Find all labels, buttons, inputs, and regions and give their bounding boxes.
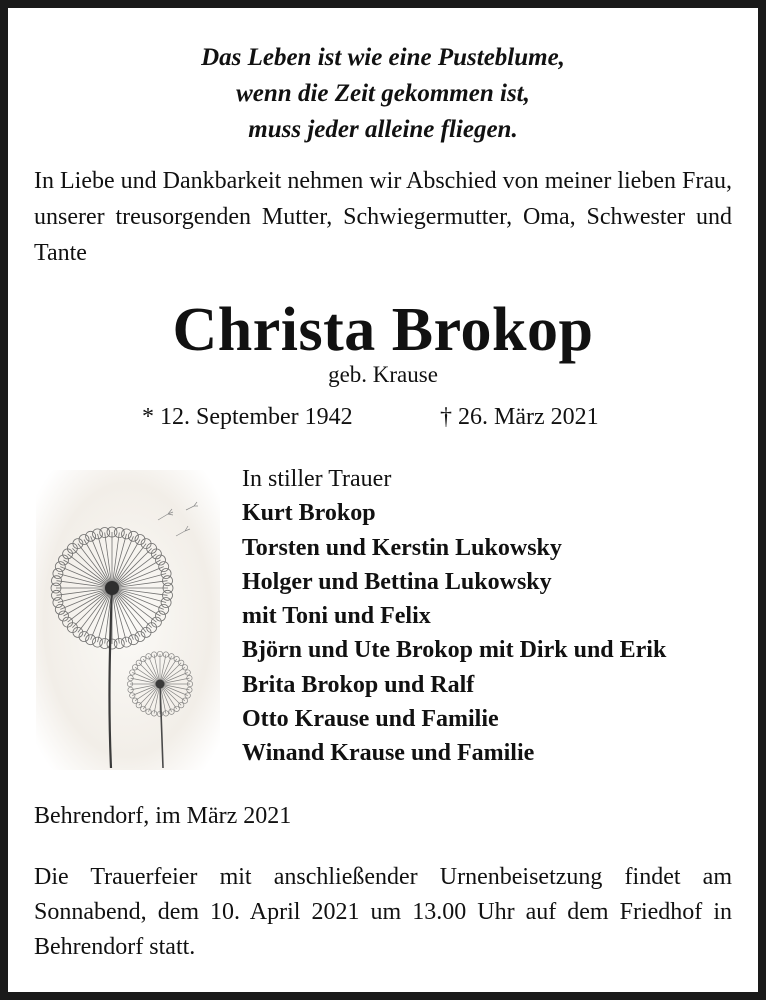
poem-line: muss jeder alleine fliegen. — [248, 116, 518, 143]
maiden-name: geb. Krause — [328, 362, 438, 387]
mourner-name: mit Toni und Felix — [242, 603, 431, 630]
mourner-name: Brita Brokop und Ralf — [242, 671, 475, 698]
mourner-name: Kurt Brokop — [242, 500, 376, 527]
place-date: Behrendorf, im März 2021 — [34, 803, 292, 829]
dandelion-core-small — [156, 680, 165, 689]
poem — [8, 40, 758, 148]
mourner-name: Torsten und Kerstin Lukowsky — [242, 534, 562, 561]
mourner-name: Winand Krause und Familie — [242, 740, 535, 767]
mourner-name: Holger und Bettina Lukowsky — [242, 568, 552, 595]
mourner-name: Otto Krause und Familie — [242, 706, 499, 733]
dandelion-icon — [36, 470, 220, 770]
mourners-list — [242, 462, 742, 771]
life-dates — [8, 400, 758, 434]
poem-line: wenn die Zeit gekommen ist, — [236, 80, 530, 107]
poem-line: Das Leben ist wie eine Pusteblume, — [201, 44, 565, 71]
obituary-card — [8, 8, 758, 992]
death-date: † 26. März 2021 — [440, 404, 599, 430]
deceased-name: Christa Brokop — [172, 296, 594, 364]
mourner-name: Björn und Ute Brokop mit Dirk und Erik — [242, 637, 667, 664]
mourning-lead: In stiller Trauer — [242, 466, 392, 492]
intro-text: In Liebe und Dankbarkeit nehmen wir Abschied von meiner lieben Frau, unserer treusorgenden Mutter, Schwiegermutter, Oma, Schwester und Tante — [34, 168, 732, 266]
funeral-service-text: Die Trauerfeier mit anschließender Urnenbeisetzung findet am Sonnabend, dem 10. April 2021 um 13.00 Uhr auf dem Friedhof in Behrendorf statt. — [34, 864, 732, 960]
dandelion-background — [36, 470, 220, 770]
birth-date: * 12. September 1942 — [142, 404, 353, 430]
dandelion-core-large — [105, 581, 119, 595]
